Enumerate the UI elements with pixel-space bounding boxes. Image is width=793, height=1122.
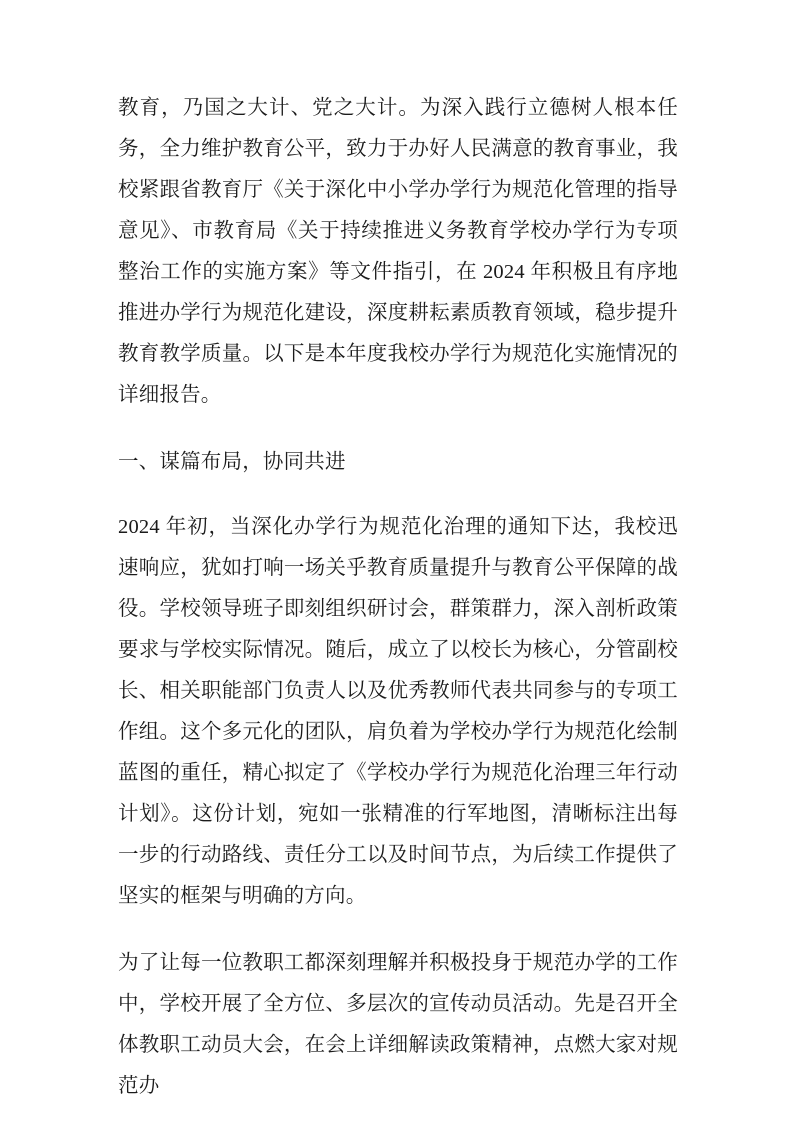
paragraph-section-one-body: 2024 年初，当深化办学行为规范化治理的通知下达，我校迅速响应，犹如打响一场关乎教育质量提升与教育公平保障的战役。学校领导班子即刻组织研讨会，群策群力，深入剖析政策要求与学校实际情况。随后，成立了以校长为核心，分管副校长、相关职能部门负责人以及优秀教师代表共同参与的专项工作组。这个多元化的团队，肩负着为学校办学行为规范化绘制蓝图的重任，精心拟定了《学校办学行为规范化治理三年行动计划》。这份计划，宛如一张精准的行军地图，清晰标注出每一步的行动路线、责任分工以及时间节点，为后续工作提供了坚实的框架与明确的方向。 — [118, 516, 678, 907]
paragraph-intro: 教育，乃国之大计、党之大计。为深入践行立德树人根本任务，全力维护教育公平，致力于办好人民满意的教育事业，我校紧跟省教育厅《关于深化中小学办学行为规范化管理的指导意见》、市教育局《关于持续推进义务教育学校办学行为专项整治工作的实施方案》等文件指引，在 2024 年积极且有序地推进办学行为规范化建设，深度耕耘素质教育领域，稳步提升教育教学质量。以下是本年度我校办学行为规范化实施情况的详细报告。 — [118, 97, 678, 406]
heading-section-one: 一、谋篇布局，协同共进 — [118, 451, 346, 473]
document-body — [118, 88, 678, 1107]
paragraph-section-one-body-2: 为了让每一位教职工都深刻理解并积极投身于规范办学的工作中，学校开展了全方位、多层次的宣传动员活动。先是召开全体教职工动员大会，在会上详细解读政策精神，点燃大家对规范办 — [118, 952, 678, 1097]
